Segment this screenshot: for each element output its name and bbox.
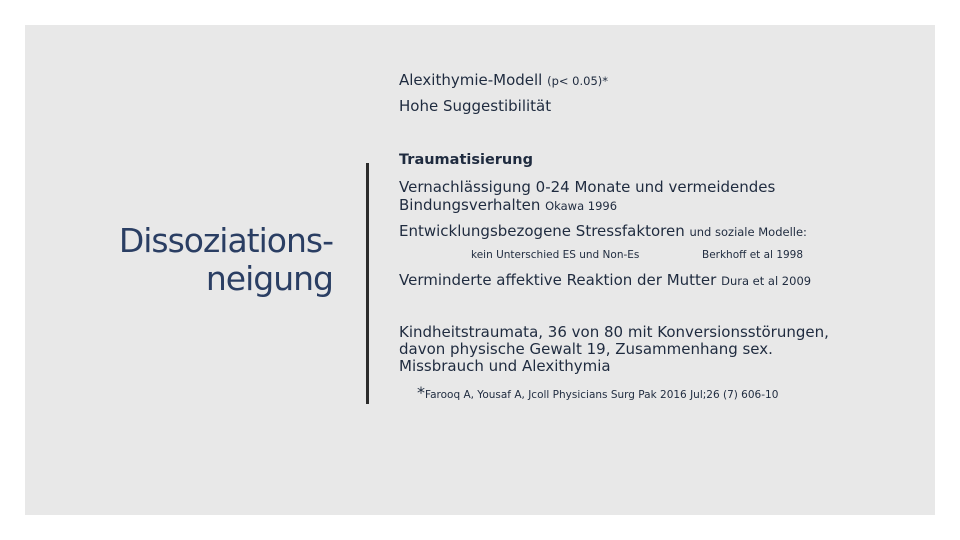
attachment-line xyxy=(399,196,617,215)
alexithymie-text: Alexithymie-Modell xyxy=(399,71,548,89)
dura-citation: Dura et al 2009 xyxy=(721,274,812,288)
title-line-1: Dissoziations- xyxy=(118,221,333,260)
footnote-citation: Farooq A, Yousaf A, Jcoll Physicians Surg Pak 2016 Jul;26 (7) 606-10 xyxy=(425,389,779,401)
no-difference-text: kein Unterschied ES und Non-Es xyxy=(471,249,640,261)
childhood-trauma-line-2: davon physische Gewalt 19, Zusammenhang sex. xyxy=(399,340,773,358)
vertical-divider xyxy=(366,163,369,404)
attachment-text: Bindungsverhalten xyxy=(399,196,546,214)
alexithymie-line xyxy=(399,71,608,90)
alexithymie-pvalue: (p< 0.05)* xyxy=(547,74,609,88)
traumatization-heading: Traumatisierung xyxy=(399,152,533,168)
title-line-2: neigung xyxy=(205,259,333,298)
suggestibility-line: Hohe Suggestibilität xyxy=(399,97,552,115)
maternal-reaction-text: Verminderte affektive Reaktion der Mutter xyxy=(399,271,722,289)
berkhoff-citation: Berkhoff et al 1998 xyxy=(702,249,804,261)
stress-factors-line xyxy=(399,222,807,241)
footnote-asterisk: * xyxy=(417,383,425,402)
childhood-trauma-line-1: Kindheitstraumata, 36 von 80 mit Konversionsstörungen, xyxy=(399,323,829,341)
childhood-trauma-line-3: Missbrauch und Alexithymia xyxy=(399,357,611,375)
social-models-text: und soziale Modelle: xyxy=(689,225,807,239)
okawa-citation: Okawa 1996 xyxy=(545,199,618,213)
stress-factors-text: Entwicklungsbezogene Stressfaktoren xyxy=(399,222,690,240)
slide-title xyxy=(73,222,333,298)
neglect-line: Vernachlässigung 0-24 Monate und vermeidendes xyxy=(399,178,776,196)
maternal-reaction-line xyxy=(399,271,811,290)
footnote xyxy=(417,383,778,402)
